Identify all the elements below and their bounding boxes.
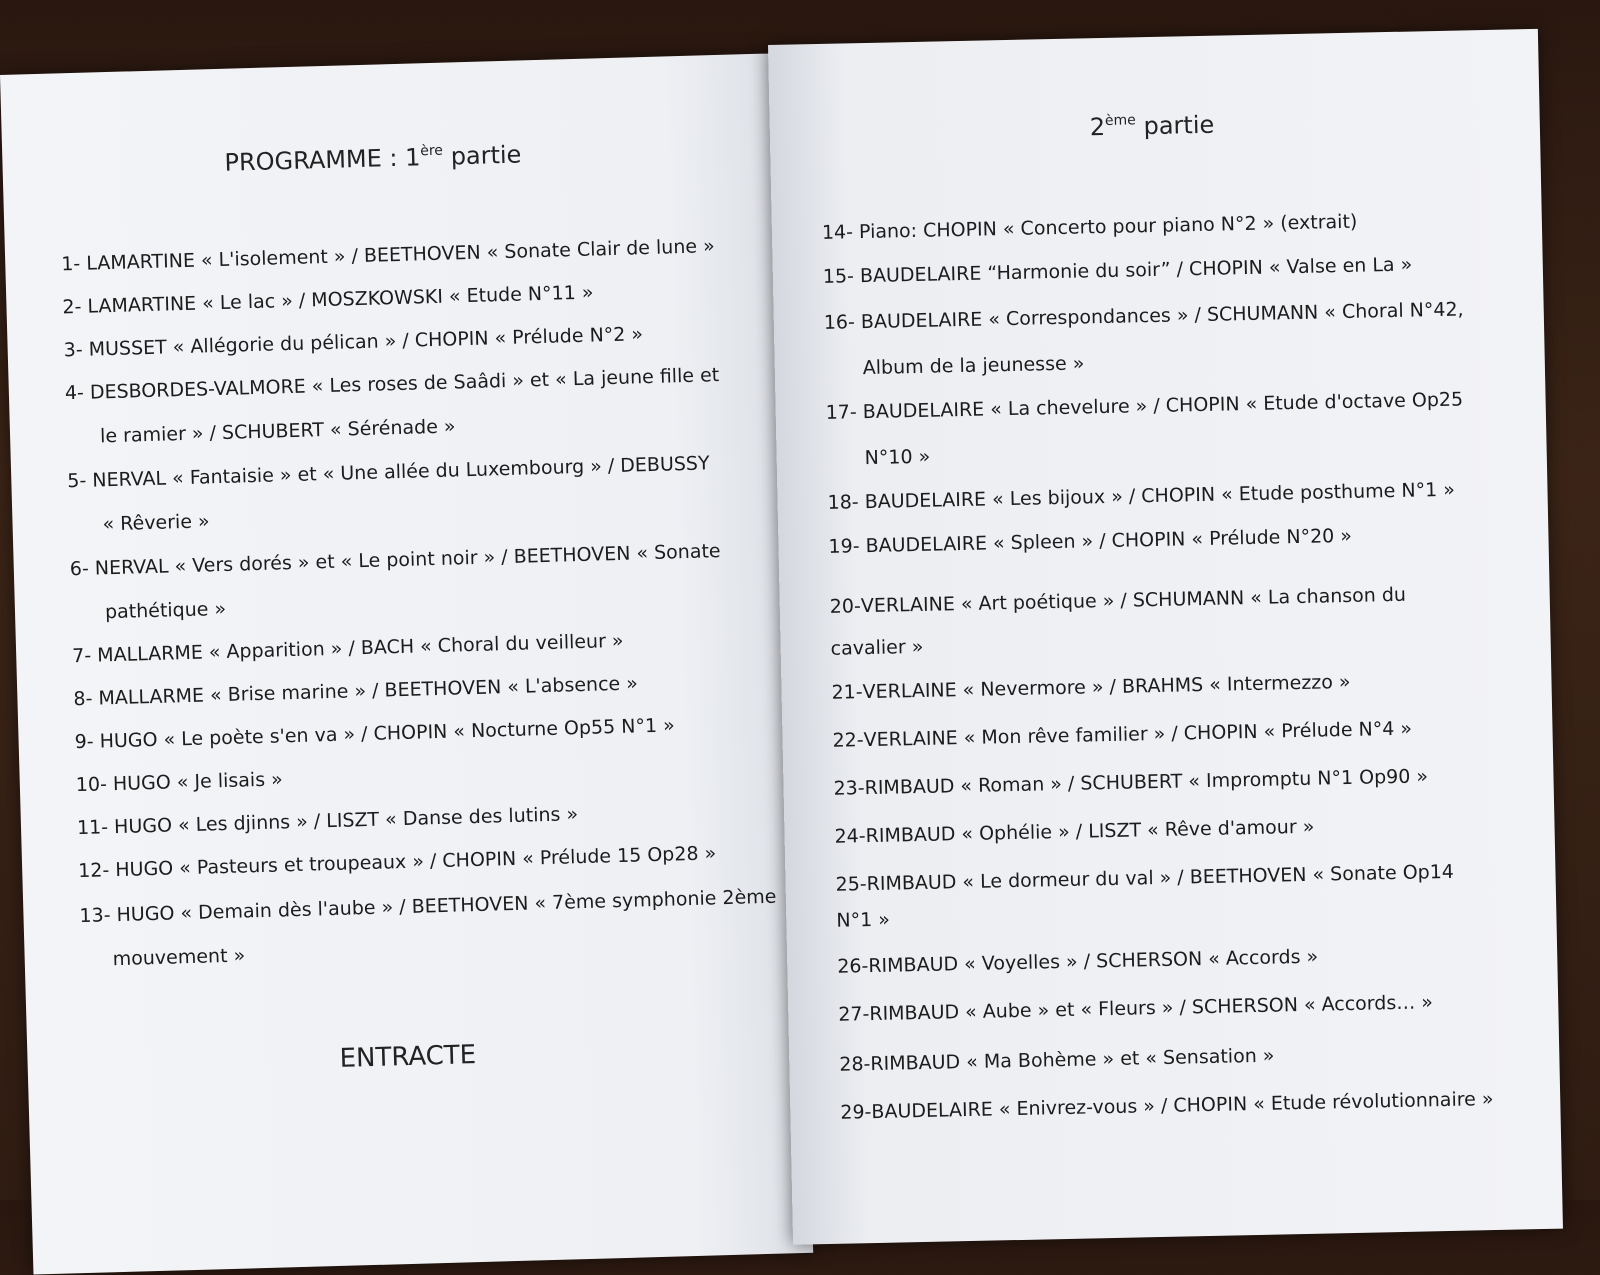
heading-tail: partie (1135, 110, 1215, 141)
program-item-16-cont: Album de la jeunesse » (862, 352, 1085, 380)
program-item-18: 18- BAUDELAIRE « Les bijoux » / CHOPIN « Etude posthume N°1 » (827, 478, 1456, 514)
program-item-25-cont: N°1 » (836, 908, 891, 932)
program-item-5-cont: « Rêverie » (102, 510, 210, 536)
program-item-16: 16- BAUDELAIRE « Correspondances » / SCHUMANN « Choral N°42, (823, 298, 1464, 334)
heading-main: 2 (1089, 112, 1106, 142)
program-item-8: 8- MALLARME « Brise marine » / BEETHOVEN « L'absence » (73, 672, 639, 711)
entracte-heading: ENTRACTE (339, 1040, 477, 1074)
program-item-13: 13- HUGO « Demain dès l'aube » / BEETHOVEN « 7ème symphonie 2ème (79, 885, 777, 928)
program-item-14: 14- Piano: CHOPIN « Concerto pour piano N°2 » (extrait) (821, 210, 1358, 244)
program-item-20: 20-VERLAINE « Art poétique » / SCHUMANN « La chanson du (829, 583, 1407, 618)
program-item-27: 27-RIMBAUD « Aube » et « Fleurs » / SCHERSON « Accords… » (838, 991, 1434, 1026)
heading-main: PROGRAMME : 1 (224, 143, 421, 177)
program-item-6: 6- NERVAL « Vers dorés » et « Le point noir » / BEETHOVEN « Sonate (69, 540, 721, 581)
part-two-heading (1090, 111, 1215, 142)
program-item-24: 24-RIMBAUD « Ophélie » / LISZT « Rêve d'amour » (834, 815, 1315, 848)
program-item-13-cont: mouvement » (112, 944, 246, 971)
heading-tail: partie (442, 140, 522, 171)
program-item-2: 2- LAMARTINE « Le lac » / MOSZKOWSKI « Etude N°11 » (62, 281, 594, 319)
program-item-6-cont: pathétique » (104, 597, 227, 624)
program-item-4-cont: le ramier » / SCHUBERT « Sérénade » (99, 415, 456, 448)
program-item-12: 12- HUGO « Pasteurs et troupeaux » / CHOPIN « Prélude 15 Op28 » (77, 842, 717, 883)
program-item-26: 26-RIMBAUD « Voyelles » / SCHERSON « Accords » (837, 945, 1319, 978)
heading-sup: ème (1104, 112, 1136, 129)
program-item-21: 21-VERLAINE « Nevermore » / BRAHMS « Intermezzo » (831, 670, 1351, 704)
program-item-25: 25-RIMBAUD « Le dormeur du val » / BEETHOVEN « Sonate Op14 (835, 860, 1455, 896)
right-page (768, 29, 1563, 1245)
program-item-19: 19- BAUDELAIRE « Spleen » / CHOPIN « Prélude N°20 » (828, 524, 1353, 558)
program-item-10: 10- HUGO « Je lisais » (75, 768, 284, 797)
program-item-4: 4- DESBORDES-VALMORE « Les roses de Saâdi » et « La jeune fille et (64, 364, 720, 405)
program-item-15: 15- BAUDELAIRE “Harmonie du soir” / CHOPIN « Valse en La » (822, 253, 1413, 288)
program-item-17: 17- BAUDELAIRE « La chevelure » / CHOPIN « Etude d'octave Op25 (825, 388, 1464, 424)
program-item-17-cont: N°10 » (864, 445, 931, 470)
program-item-20-cont: cavalier » (830, 635, 924, 660)
program-item-29: 29-BAUDELAIRE « Enivrez-vous » / CHOPIN « Etude révolutionnaire » (840, 1088, 1494, 1124)
heading-sup: ère (420, 142, 444, 160)
program-item-28: 28-RIMBAUD « Ma Bohème » et « Sensation » (839, 1044, 1275, 1076)
left-page (0, 53, 813, 1274)
program-item-5: 5- NERVAL « Fantaisie » et « Une allée du Luxembourg » / DEBUSSY (67, 452, 710, 493)
program-item-9: 9- HUGO « Le poète s'en va » / CHOPIN « Nocturne Op55 N°1 » (74, 714, 675, 754)
program-item-1: 1- LAMARTINE « L'isolement » / BEETHOVEN « Sonate Clair de lune » (61, 235, 715, 276)
program-item-22: 22-VERLAINE « Mon rêve familier » / CHOPIN « Prélude N°4 » (832, 717, 1413, 752)
program-item-7: 7- MALLARME « Apparition » / BACH « Choral du veilleur » (71, 629, 624, 668)
program-item-3: 3- MUSSET « Allégorie du pélican » / CHOPIN « Prélude N°2 » (63, 323, 644, 362)
program-item-11: 11- HUGO « Les djinns » / LISZT « Danse des lutins » (76, 803, 579, 840)
programme-heading (224, 140, 522, 176)
program-item-23: 23-RIMBAUD « Roman » / SCHUBERT « Impromptu N°1 Op90 » (833, 765, 1429, 800)
